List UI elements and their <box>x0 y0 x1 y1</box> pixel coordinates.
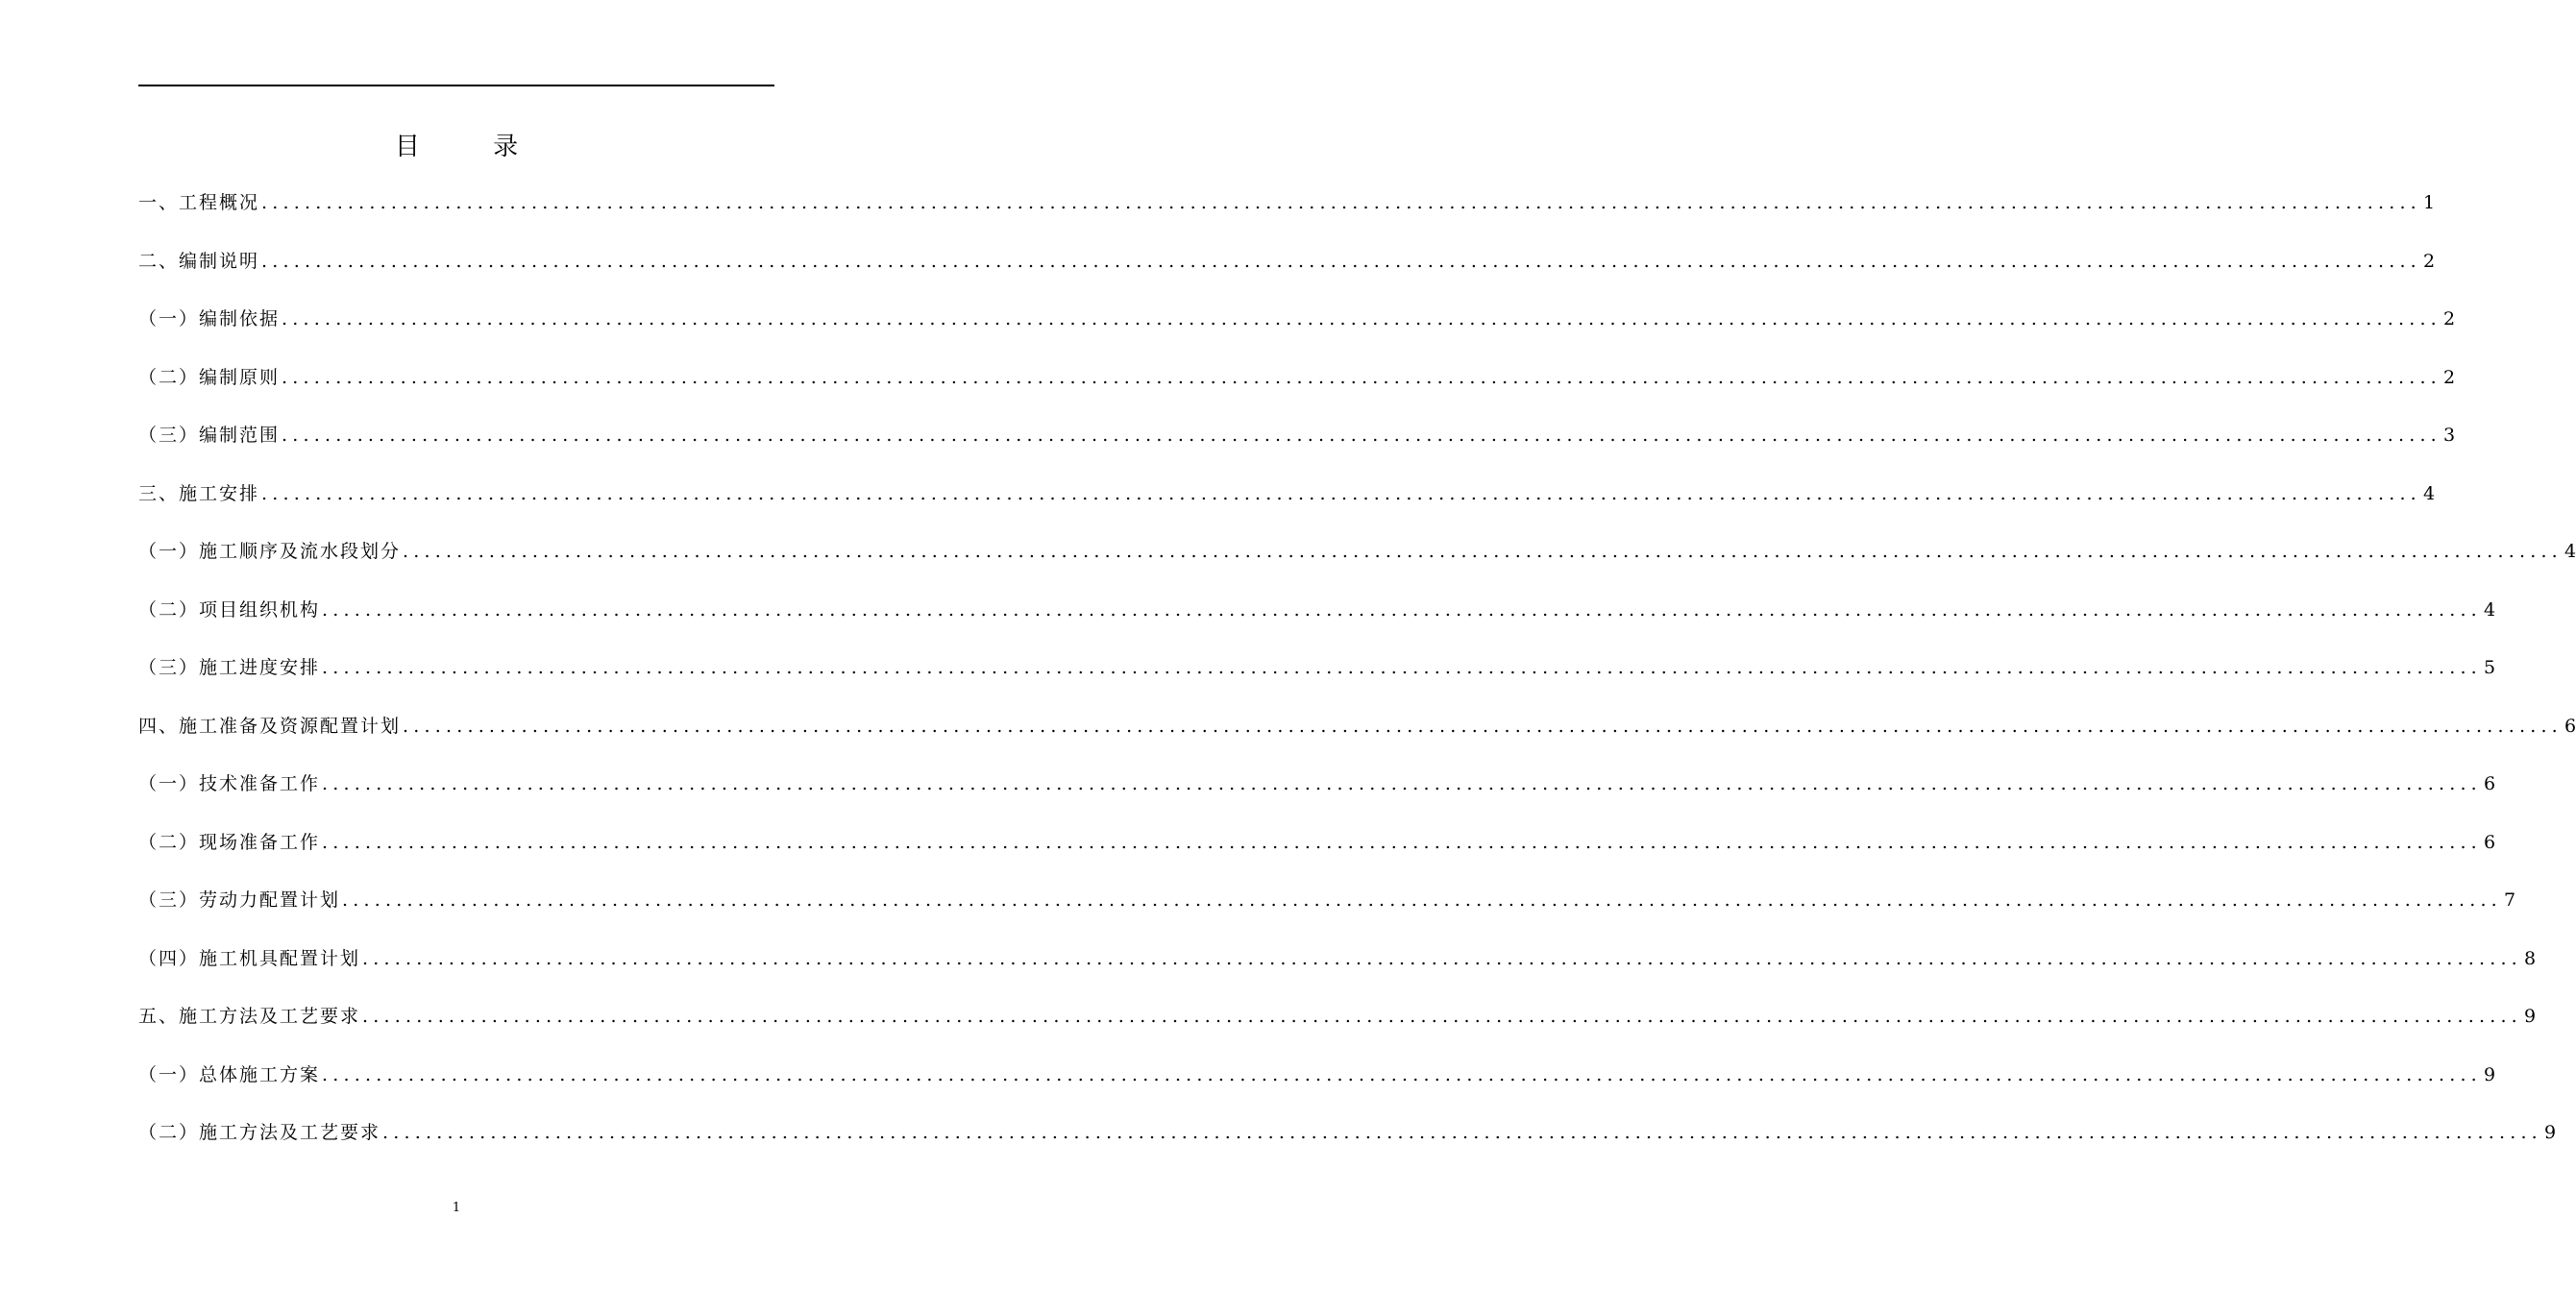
toc-leader-dots: ........................................................................................................................................................................................................ <box>261 192 2421 213</box>
toc-entry-page: 4 <box>2564 541 2576 562</box>
toc-entry[interactable] <box>138 421 2456 450</box>
toc-entry-label: （一）施工顺序及流水段划分 <box>138 541 402 562</box>
toc-entry-page: 5 <box>2483 657 2496 678</box>
toc-entry-label: （一）编制依据 <box>138 308 281 329</box>
toc-leader-dots: ........................................................................................................................................................................................................ <box>322 773 2482 794</box>
toc-entry[interactable] <box>138 653 2496 682</box>
toc-entry[interactable] <box>138 769 2496 798</box>
toc-entry[interactable] <box>138 1060 2496 1089</box>
toc-entry[interactable] <box>138 537 2576 566</box>
header-rule <box>138 85 774 86</box>
toc-entry-page: 6 <box>2483 831 2496 853</box>
toc-entry-page: 9 <box>2543 1122 2557 1143</box>
toc-entry-label: （三）编制范围 <box>138 425 281 446</box>
toc-entry-label: （二）现场准备工作 <box>138 831 321 853</box>
toc-entry-page: 8 <box>2523 947 2537 969</box>
toc-leader-dots: ........................................................................................................................................................................................................ <box>362 947 2522 969</box>
toc-entry-label: （四）施工机具配置计划 <box>138 947 361 969</box>
toc-leader-dots: ........................................................................................................................................................................................................ <box>322 831 2482 853</box>
toc-leader-dots: ........................................................................................................................................................................................................ <box>322 1063 2482 1085</box>
toc-leader-dots: ........................................................................................................................................................................................................ <box>282 308 2441 329</box>
toc-entry[interactable] <box>138 188 2436 217</box>
toc-entry-page: 4 <box>2422 482 2436 504</box>
toc-entry-label: 二、编制说明 <box>138 250 260 272</box>
toc-entry[interactable] <box>138 1002 2537 1031</box>
toc-entry-page: 6 <box>2483 773 2496 794</box>
toc-entry[interactable] <box>138 1118 2557 1147</box>
toc-entry-label: （三）劳动力配置计划 <box>138 889 341 911</box>
toc-leader-dots: ........................................................................................................................................................................................................ <box>322 598 2482 621</box>
toc-entry-label: （二）施工方法及工艺要求 <box>138 1122 381 1143</box>
toc-entry-label: （一）技术准备工作 <box>138 773 321 794</box>
toc-entry-page: 1 <box>2422 192 2436 213</box>
toc-leader-dots: ........................................................................................................................................................................................................ <box>362 1006 2522 1027</box>
toc-entry[interactable] <box>138 479 2436 508</box>
toc-entry-label: 一、工程概况 <box>138 192 260 213</box>
toc-entry[interactable] <box>138 944 2537 973</box>
toc-leader-dots: ........................................................................................................................................................................................................ <box>282 366 2441 388</box>
toc-entry-page: 6 <box>2564 715 2576 737</box>
toc-entry-page: 7 <box>2503 889 2516 911</box>
toc-entry-label: （三）施工进度安排 <box>138 657 321 678</box>
toc-entry-page: 4 <box>2483 598 2496 621</box>
toc-leader-dots: ........................................................................................................................................................................................................ <box>322 657 2482 678</box>
toc-entry-page: 2 <box>2422 250 2436 272</box>
toc-entry-label: 三、施工安排 <box>138 482 260 504</box>
toc-entry-label: （二）编制原则 <box>138 366 281 388</box>
toc-entry-label: 四、施工准备及资源配置计划 <box>138 715 402 737</box>
toc-leader-dots: ........................................................................................................................................................................................................ <box>342 889 2502 911</box>
footer-page-number: 1 <box>452 1201 461 1215</box>
toc-entry[interactable] <box>138 828 2496 857</box>
toc-entry-label: （二）项目组织机构 <box>138 598 321 621</box>
toc-entry-label: 五、施工方法及工艺要求 <box>138 1006 361 1027</box>
toc-entry-page: 9 <box>2523 1006 2537 1027</box>
toc-leader-dots: ........................................................................................................................................................................................................ <box>382 1122 2542 1143</box>
toc-entry[interactable] <box>138 363 2456 392</box>
toc-leader-dots: ........................................................................................................................................................................................................ <box>261 250 2421 272</box>
toc-entry-label: （一）总体施工方案 <box>138 1063 321 1085</box>
toc-leader-dots: ........................................................................................................................................................................................................ <box>261 482 2421 504</box>
toc-entry[interactable] <box>138 712 2576 741</box>
toc-leader-dots: ........................................................................................................................................................................................................ <box>403 541 2563 562</box>
toc-entry[interactable] <box>138 247 2436 276</box>
toc-entry[interactable] <box>138 886 2516 914</box>
toc-leader-dots: ........................................................................................................................................................................................................ <box>282 425 2441 446</box>
toc-entry[interactable] <box>138 304 2456 333</box>
toc-leader-dots: ........................................................................................................................................................................................................ <box>403 715 2563 737</box>
toc-entry-page: 9 <box>2483 1063 2496 1085</box>
toc-entry-page: 3 <box>2442 425 2456 446</box>
toc-entry[interactable] <box>138 596 2496 624</box>
toc-entry-page: 2 <box>2442 366 2456 388</box>
toc-title: 目 录 <box>394 133 552 161</box>
toc-entry-page: 2 <box>2442 308 2456 329</box>
